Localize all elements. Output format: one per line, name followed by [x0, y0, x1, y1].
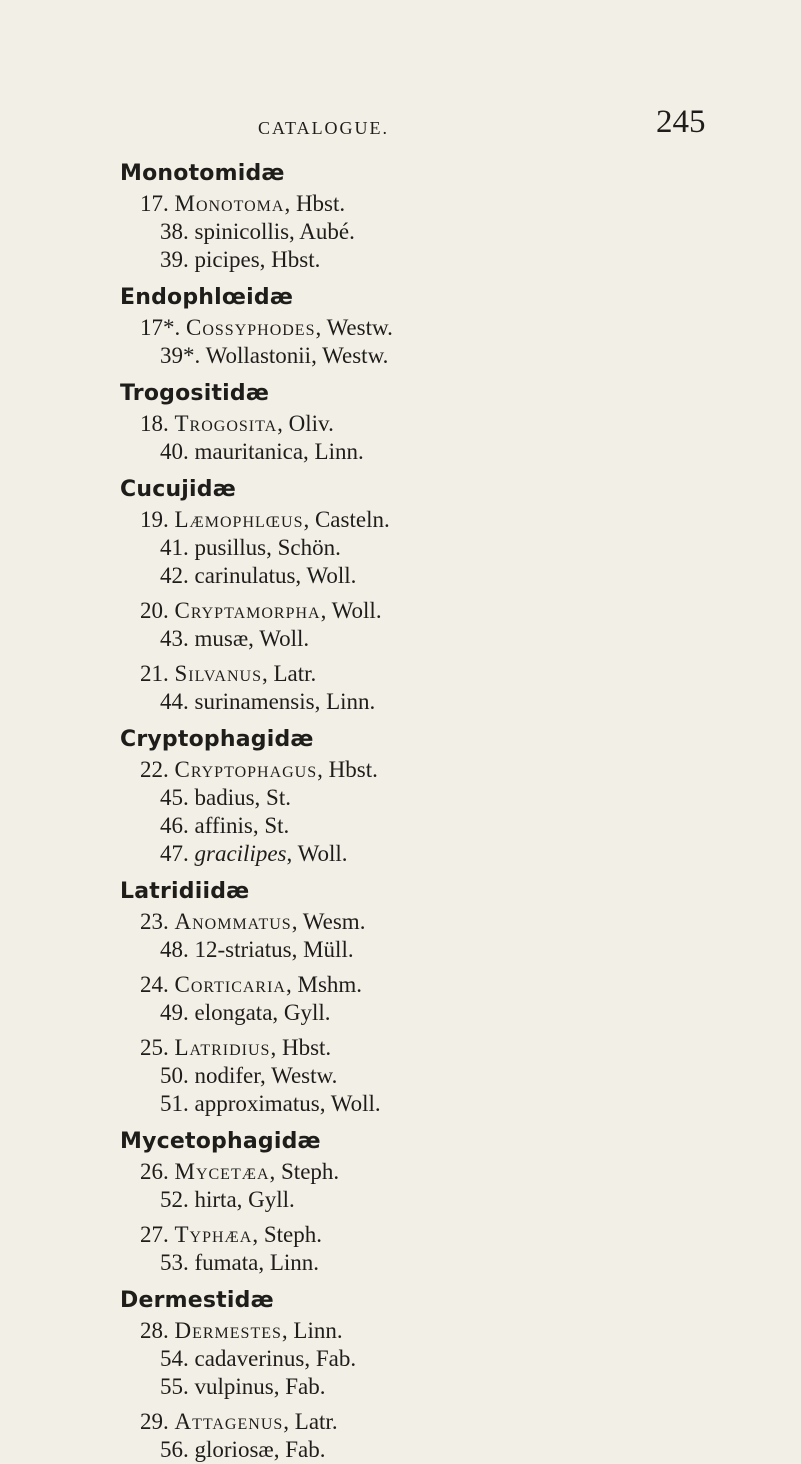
genus-entry [140, 1408, 760, 1436]
species-number: 54. [160, 1346, 189, 1371]
species-name: vulpinus, Fab. [194, 1374, 326, 1399]
species-name: pusillus, Schön. [194, 535, 341, 560]
genus-author: , Latr. [261, 661, 317, 686]
genus-name: Cryptamorpha [174, 598, 321, 623]
family-heading: Cucujidæ [120, 477, 236, 502]
species-number: 40. [160, 439, 189, 464]
species-number: 44. [160, 689, 189, 714]
species-name: carinulatus, Woll. [194, 563, 357, 588]
running-head: CATALOGUE. [258, 118, 390, 138]
species-entry [160, 1436, 760, 1464]
species-number: 46. [160, 813, 189, 838]
genus-author: , Hbst. [270, 1035, 332, 1060]
family-heading: Monotomidæ [120, 161, 285, 186]
species-name: hirta, Gyll. [194, 1187, 295, 1212]
genus-name: Anommatus [174, 909, 292, 934]
genus-number: 23. [140, 909, 169, 934]
species-name: fumata, Linn. [194, 1250, 320, 1275]
species-number: 51. [160, 1091, 189, 1116]
genus-author: , Latr. [283, 1409, 338, 1434]
species-name: badius, St. [194, 785, 291, 810]
genus-number: 28. [140, 1318, 169, 1343]
page-number: 245 [656, 104, 706, 140]
genus-author: , Linn. [281, 1318, 343, 1343]
genus-number: 18. [140, 411, 169, 436]
genus-author: , Steph. [269, 1159, 340, 1184]
genus-author: , Wesm. [291, 909, 366, 934]
genus-entry [140, 1034, 760, 1062]
species-name: picipes, Hbst. [194, 247, 321, 272]
species-number: 42. [160, 563, 189, 588]
species-number: 49. [160, 1000, 189, 1025]
species-entry [160, 840, 760, 868]
species-name: gloriosæ, Fab. [194, 1437, 326, 1462]
species-number: 50. [160, 1063, 189, 1088]
species-entry [160, 342, 760, 370]
species-entry [160, 999, 760, 1027]
genus-author: , Steph. [252, 1222, 322, 1247]
genus-entry [140, 908, 760, 936]
genus-name: Attagenus [174, 1409, 284, 1434]
species-author: , Woll. [286, 841, 348, 866]
genus-name: Cossyphodes [186, 315, 316, 340]
species-entry [160, 534, 760, 562]
species-name: musæ, Woll. [194, 626, 310, 651]
species-entry [160, 625, 760, 653]
genus-number: 20. [140, 598, 169, 623]
genus-number: 21. [140, 661, 169, 686]
genus-name: Typhæa [174, 1222, 253, 1247]
species-entry [160, 246, 760, 274]
genus-name: Læmophlœus [174, 507, 304, 532]
genus-entry [140, 1221, 760, 1249]
species-entry [160, 1186, 760, 1214]
genus-author: , Woll. [320, 598, 382, 623]
species-number: 55. [160, 1374, 189, 1399]
genus-name: Dermestes [174, 1318, 282, 1343]
genus-author: , Westw. [315, 315, 393, 340]
species-entry [160, 218, 760, 246]
species-name: mauritanica, Linn. [194, 439, 364, 464]
species-number: 41. [160, 535, 189, 560]
species-name: cadaverinus, Fab. [194, 1346, 357, 1371]
species-entry [160, 438, 760, 466]
species-entry [160, 812, 760, 840]
genus-number: 24. [140, 972, 169, 997]
species-number: 52. [160, 1187, 189, 1212]
species-name: approximatus, Woll. [194, 1091, 381, 1116]
species-number: 48. [160, 937, 189, 962]
species-entry [160, 1062, 760, 1090]
species-name: elongata, Gyll. [194, 1000, 331, 1025]
species-entry [160, 688, 760, 716]
genus-name: Cryptophagus [174, 757, 318, 782]
family-heading: Endophlœidæ [120, 285, 294, 310]
species-entry [160, 936, 760, 964]
genus-entry [140, 1317, 760, 1345]
species-number: 53. [160, 1250, 189, 1275]
species-name: gracilipes [194, 841, 287, 866]
genus-name: Silvanus [174, 661, 262, 686]
genus-name: Trogosita [174, 411, 278, 436]
species-name: nodifer, Westw. [194, 1063, 338, 1088]
species-number: 47. [160, 841, 189, 866]
species-number: 38. [160, 219, 189, 244]
species-entry [160, 1373, 760, 1401]
species-entry [160, 562, 760, 590]
genus-author: , Hbst. [317, 757, 378, 782]
family-heading: Latridiidæ [120, 879, 250, 904]
catalogue-list [120, 157, 760, 1464]
genus-entry [140, 756, 760, 784]
genus-entry [140, 190, 760, 218]
genus-name: Corticaria [174, 972, 286, 997]
species-name: affinis, St. [194, 813, 290, 838]
species-number: 39*. [160, 343, 201, 368]
genus-name: Mycetæa [174, 1159, 270, 1184]
species-number: 43. [160, 626, 189, 651]
genus-entry [140, 597, 760, 625]
family-heading: Mycetophagidæ [120, 1129, 321, 1154]
species-name: Wollastonii, Westw. [205, 343, 389, 368]
genus-author: , Casteln. [303, 507, 390, 532]
family-heading: Trogositidæ [120, 381, 270, 406]
genus-number: 29. [140, 1409, 169, 1434]
genus-number: 27. [140, 1222, 169, 1247]
genus-author: , Hbst. [284, 191, 346, 216]
species-entry [160, 1249, 760, 1277]
genus-entry [140, 1158, 760, 1186]
genus-author: , Oliv. [277, 411, 334, 436]
species-number: 56. [160, 1437, 189, 1462]
genus-entry [140, 506, 760, 534]
genus-number: 17*. [140, 315, 181, 340]
species-entry [160, 1090, 760, 1118]
species-name: surinamensis, Linn. [194, 689, 376, 714]
species-entry [160, 1345, 760, 1373]
genus-name: Monotoma [174, 191, 285, 216]
genus-entry [140, 971, 760, 999]
genus-author: , Mshm. [286, 972, 363, 997]
genus-name: Latridius [174, 1035, 271, 1060]
genus-entry [140, 660, 760, 688]
genus-entry [140, 410, 760, 438]
genus-entry [140, 314, 760, 342]
family-heading: Dermestidæ [120, 1288, 274, 1313]
genus-number: 26. [140, 1159, 169, 1184]
species-number: 45. [160, 785, 189, 810]
species-name: spinicollis, Aubé. [194, 219, 355, 244]
genus-number: 22. [140, 757, 169, 782]
species-entry [160, 784, 760, 812]
species-number: 39. [160, 247, 189, 272]
species-name: 12-striatus, Müll. [194, 937, 354, 962]
genus-number: 25. [140, 1035, 169, 1060]
genus-number: 19. [140, 507, 169, 532]
genus-number: 17. [140, 191, 169, 216]
family-heading: Cryptophagidæ [120, 727, 314, 752]
